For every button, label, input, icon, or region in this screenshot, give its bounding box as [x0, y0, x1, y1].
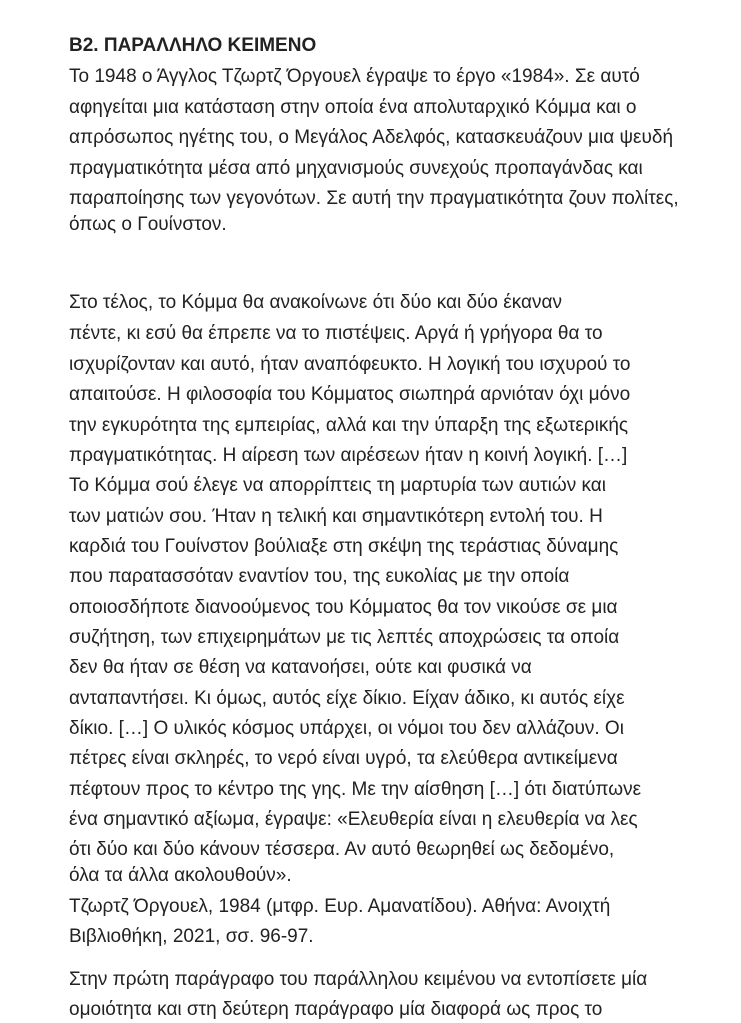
- excerpt-line: δεν θα ήταν σε θέση να κατανοήσει, ούτε και φυσικά να: [69, 657, 532, 678]
- intro-line: πραγματικότητα μέσα από μηχανισμούς συνεχούς προπαγάνδας και: [69, 158, 643, 179]
- excerpt-line: οποιοσδήποτε διανοούμενος του Κόμματος θα τον νικούσε σε μια: [69, 597, 618, 618]
- excerpt-line: πέντε, κι εσύ θα έπρεπε να το πιστέψεις. Αργά ή γρήγορα θα το: [69, 323, 603, 344]
- excerpt-line: ανταπαντήσει. Κι όμως, αυτός είχε δίκιο. Είχαν άδικο, κι αυτός είχε: [69, 688, 625, 709]
- task-line: Στην πρώτη παράγραφο του παράλληλου κειμένου να εντοπίσετε μία: [69, 969, 648, 990]
- task-line: ομοιότητα και στη δεύτερη παράγραφο μία διαφορά ως προς το: [69, 999, 603, 1020]
- intro-line: απρόσωπος ηγέτης του, ο Μεγάλος Αδελφός, κατασκευάζουν μια ψευδή: [69, 127, 674, 148]
- excerpt-line: πέφτουν προς το κέντρο της γης. Με την αίσθηση […] ότι διατύπωνε: [69, 779, 642, 800]
- excerpt-line: ισχυρίζονταν και αυτό, ήταν αναπόφευκτο. Η λογική του ισχυρού το: [69, 354, 631, 375]
- section-heading: Β2. ΠΑΡΑΛΛΗΛΟ ΚΕΙΜΕΝΟ: [69, 35, 317, 56]
- excerpt-line: Το Κόμμα σού έλεγε να απορρίπτεις τη μαρτυρία των αυτιών και: [69, 475, 606, 496]
- excerpt-line: πέτρες είναι σκληρές, το νερό είναι υγρό, τα ελεύθερα αντικείμενα: [69, 748, 618, 769]
- excerpt-line: που παρατασσόταν εναντίον του, της ευκολίας με την οποία: [69, 566, 570, 587]
- intro-line: όπως ο Γουίνστον.: [69, 214, 227, 235]
- citation-line: Βιβλιοθήκη, 2021, σσ. 96-97.: [69, 926, 314, 947]
- excerpt-line: την εγκυρότητα της εμπειρίας, αλλά και την ύπαρξη της εξωτερικής: [69, 415, 629, 436]
- citation-line: Τζωρτζ Όργουελ, 1984 (μτφρ. Ευρ. Αμανατίδου). Αθήνα: Ανοιχτή: [69, 896, 611, 917]
- excerpt-line: όλα τα άλλα ακολουθούν».: [69, 865, 292, 886]
- excerpt-line: ένα σημαντικό αξίωμα, έγραψε: «Ελευθερία είναι η ελευθερία να λες: [69, 809, 638, 830]
- excerpt-line: δίκιο. […] Ο υλικός κόσμος υπάρχει, οι νόμοι του δεν αλλάζουν. Οι: [69, 718, 624, 739]
- excerpt-line: συζήτηση, των επιχειρημάτων με τις λεπτές αποχρώσεις τα οποία: [69, 627, 620, 648]
- excerpt-line: καρδιά του Γουίνστον βούλιαξε στη σκέψη της τεράστιας δύναμης: [69, 536, 619, 557]
- intro-line: παραποίησης των γεγονότων. Σε αυτή την πραγματικότητα ζουν πολίτες,: [69, 188, 679, 209]
- excerpt-line: Στο τέλος, το Κόμμα θα ανακοίνωνε ότι δύο και δύο έκαναν: [69, 292, 562, 313]
- intro-line: Το 1948 ο Άγγλος Τζωρτζ Όργουελ έγραψε το έργο «1984». Σε αυτό: [69, 66, 640, 87]
- excerpt-line: πραγματικότητας. Η αίρεση των αιρέσεων ήταν η κοινή λογική. […]: [69, 445, 628, 466]
- intro-line: αφηγείται μια κατάσταση στην οποία ένα απολυταρχικό Κόμμα και ο: [69, 97, 637, 118]
- excerpt-line: των ματιών σου. Ήταν η τελική και σημαντικότερη εντολή του. Η: [69, 506, 603, 527]
- excerpt-line: ότι δύο και δύο κάνουν τέσσερα. Αν αυτό θεωρηθεί ως δεδομένο,: [69, 839, 615, 860]
- excerpt-line: απαιτούσε. Η φιλοσοφία του Κόμματος σιωπηρά αρνιόταν όχι μόνο: [69, 384, 631, 405]
